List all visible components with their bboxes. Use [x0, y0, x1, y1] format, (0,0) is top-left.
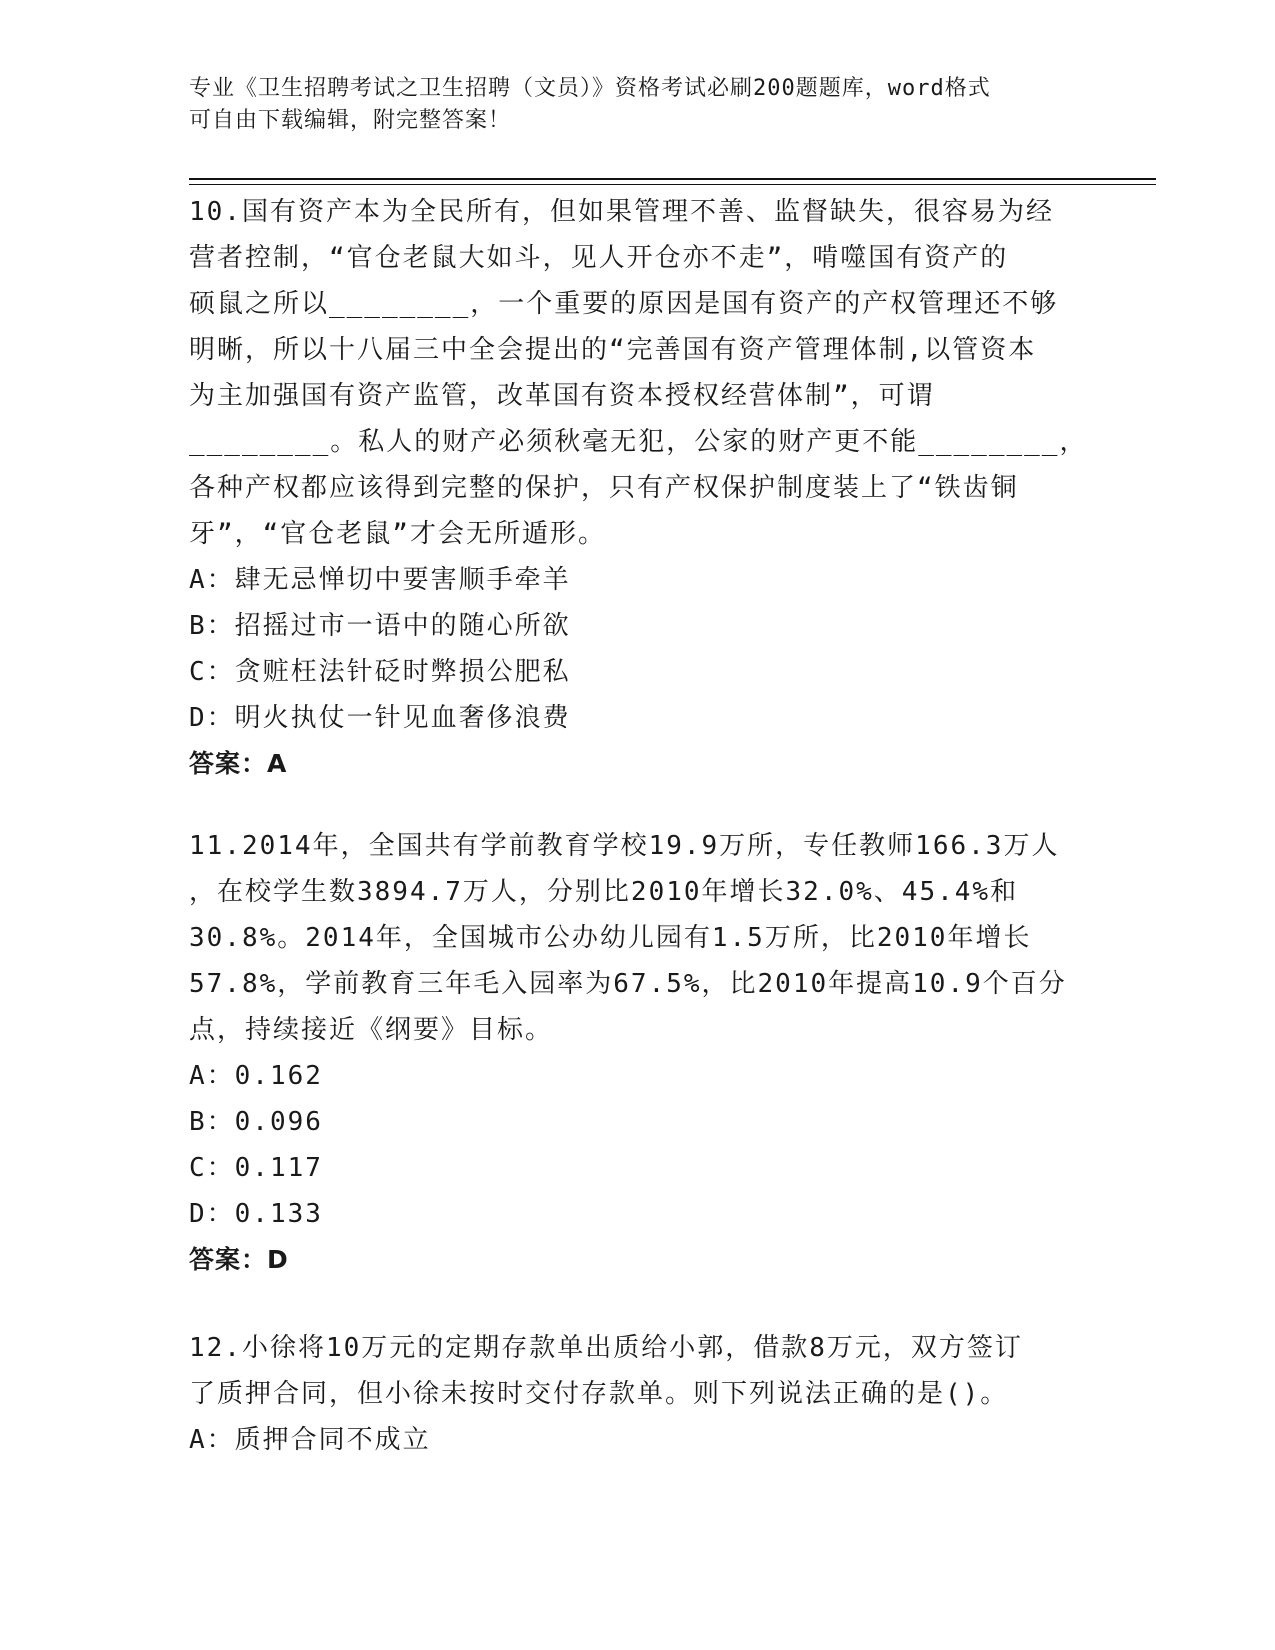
answer-label: 答案：A [189, 749, 288, 778]
header-divider-thin [189, 184, 1156, 185]
document-header [189, 73, 1089, 137]
question-text-line: 牙”，“官仓老鼠”才会无所遁形。 [189, 519, 606, 549]
header-line-1: 专业《卫生招聘考试之卫生招聘（文员）》资格考试必刷200题题库，word格式 [189, 76, 991, 101]
question-text-line: ________。私人的财产必须秋毫无犯，公家的财产更不能________， [189, 427, 1088, 457]
question-11 [189, 823, 1089, 1283]
question-12 [189, 1325, 1089, 1463]
question-text-line: 11.2014年，全国共有学前教育学校19.9万所，专任教师166.3万人 [189, 831, 1060, 861]
question-text-line: 57.8%，学前教育三年毛入园率为67.5%，比2010年提高10.9个百分 [189, 969, 1067, 999]
question-text-line: 点，持续接近《纲要》目标。 [189, 1015, 554, 1045]
question-text-line: 为主加强国有资产监管，改革国有资本授权经营体制”，可谓 [189, 381, 935, 411]
question-text-line: 营者控制，“官仓老鼠大如斗，见人开仓亦不走”，啃噬国有资产的 [189, 243, 1009, 273]
answer-label: 答案：D [189, 1245, 289, 1274]
question-text-line: 12.小徐将10万元的定期存款单出质给小郭，借款8万元，双方签订 [189, 1333, 1023, 1363]
question-10 [189, 189, 1089, 787]
option-b: B：0.096 [189, 1107, 323, 1137]
question-text-line: 明晰，所以十八届三中全会提出的“完善国有资产管理体制,以管资本 [189, 335, 1037, 365]
question-text-line: ，在校学生数3894.7万人，分别比2010年增长32.0%、45.4%和 [189, 877, 1019, 907]
option-a: A：质押合同不成立 [189, 1425, 431, 1455]
question-text-line: 各种产权都应该得到完整的保护，只有产权保护制度装上了“铁齿铜 [189, 473, 1019, 503]
option-d: D：0.133 [189, 1199, 323, 1229]
question-text-line: 了质押合同，但小徐未按时交付存款单。则下列说法正确的是()。 [189, 1379, 1009, 1409]
option-c: C：贪赃枉法针砭时弊损公肥私 [189, 657, 571, 687]
option-d: D：明火执仗一针见血奢侈浪费 [189, 703, 571, 733]
header-line-2: 可自由下载编辑，附完整答案！ [189, 108, 512, 133]
question-text-line: 10.国有资产本为全民所有，但如果管理不善、监督缺失，很容易为经 [189, 197, 1054, 227]
option-a: A：0.162 [189, 1061, 323, 1091]
question-text-line: 30.8%。2014年，全国城市公办幼儿园有1.5万所，比2010年增长 [189, 923, 1032, 953]
header-divider-thick [189, 178, 1156, 180]
option-c: C：0.117 [189, 1153, 323, 1183]
question-text-line: 硕鼠之所以________，一个重要的原因是国有资产的产权管理还不够 [189, 289, 1059, 319]
option-b: B：招摇过市一语中的随心所欲 [189, 611, 571, 641]
option-a: A：肆无忌惮切中要害顺手牵羊 [189, 565, 571, 595]
